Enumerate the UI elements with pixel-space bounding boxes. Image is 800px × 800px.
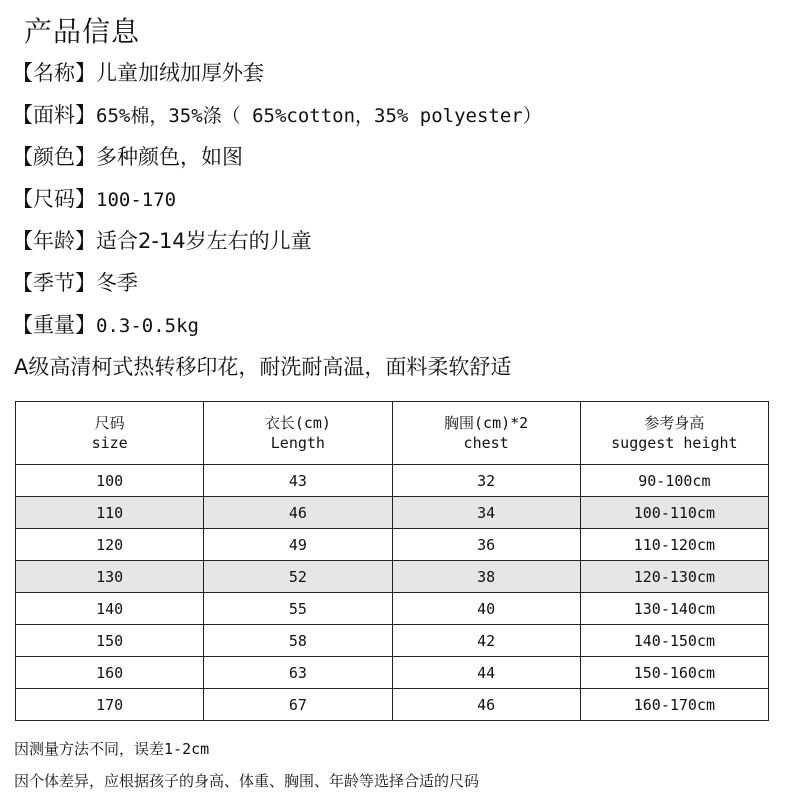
cell-length: 49 (204, 529, 392, 561)
info-row-weight (12, 308, 792, 350)
cell-length: 55 (204, 593, 392, 625)
cell-length: 52 (204, 561, 392, 593)
table-header-row (16, 402, 769, 465)
cell-length: 63 (204, 657, 392, 689)
product-info-list (12, 56, 792, 350)
info-value: 多种颜色，如图 (96, 145, 243, 169)
cell-length: 67 (204, 689, 392, 721)
info-row-name (12, 56, 792, 98)
cell-size: 130 (16, 561, 204, 593)
cell-height: 150-160cm (580, 657, 768, 689)
cell-size: 160 (16, 657, 204, 689)
info-row-color (12, 140, 792, 182)
col-header-length: 衣长(cm) Length (204, 402, 392, 465)
info-row-age (12, 224, 792, 266)
cell-size: 150 (16, 625, 204, 657)
info-value: 65%棉，35%涤（ 65%cotton，35% polyester） (96, 105, 542, 127)
info-label: 【名称】 (12, 61, 96, 85)
info-value: 冬季 (96, 271, 138, 295)
info-value: 儿童加绒加厚外套 (96, 61, 264, 85)
footnote-size-advice: 因个体差异，应根据孩子的身高、体重、胸围、年龄等选择合适的尺码 (14, 772, 480, 790)
col-header-size: 尺码 size (16, 402, 204, 465)
table-row (16, 625, 769, 657)
page-title: 产品信息 (24, 15, 141, 48)
cell-height: 100-110cm (580, 497, 768, 529)
table-row (16, 561, 769, 593)
cell-length: 43 (204, 465, 392, 497)
table-row (16, 689, 769, 721)
info-label: 【尺码】 (12, 187, 96, 211)
footnote-measurement: 因测量方法不同，误差1-2cm (14, 740, 210, 758)
info-label: 【重量】 (12, 313, 96, 337)
info-row-season (12, 266, 792, 308)
table-row (16, 497, 769, 529)
info-label: 【面料】 (12, 103, 96, 127)
info-value: 适合2-14岁左右的儿童 (96, 229, 312, 253)
cell-length: 58 (204, 625, 392, 657)
cell-chest: 36 (392, 529, 580, 561)
tagline: A级高清柯式热转移印花，耐洗耐高温，面料柔软舒适 (14, 355, 512, 379)
info-label: 【颜色】 (12, 145, 96, 169)
cell-height: 130-140cm (580, 593, 768, 625)
cell-chest: 46 (392, 689, 580, 721)
cell-height: 160-170cm (580, 689, 768, 721)
footnotes (14, 736, 479, 800)
info-label: 【年龄】 (12, 229, 96, 253)
info-value: 0.3-0.5kg (96, 315, 199, 337)
info-value: 100-170 (96, 189, 177, 211)
info-row-size (12, 182, 792, 224)
table-row (16, 657, 769, 689)
info-row-fabric (12, 98, 792, 140)
col-header-height: 参考身高 suggest height (580, 402, 768, 465)
cell-height: 120-130cm (580, 561, 768, 593)
cell-chest: 38 (392, 561, 580, 593)
table-row (16, 529, 769, 561)
cell-size: 140 (16, 593, 204, 625)
col-header-chest: 胸围(cm)*2 chest (392, 402, 580, 465)
cell-height: 110-120cm (580, 529, 768, 561)
cell-chest: 34 (392, 497, 580, 529)
cell-height: 90-100cm (580, 465, 768, 497)
cell-chest: 44 (392, 657, 580, 689)
size-chart-table (15, 401, 769, 721)
cell-size: 100 (16, 465, 204, 497)
table-row (16, 593, 769, 625)
cell-chest: 40 (392, 593, 580, 625)
cell-chest: 42 (392, 625, 580, 657)
cell-size: 120 (16, 529, 204, 561)
cell-size: 170 (16, 689, 204, 721)
cell-height: 140-150cm (580, 625, 768, 657)
cell-size: 110 (16, 497, 204, 529)
cell-length: 46 (204, 497, 392, 529)
cell-chest: 32 (392, 465, 580, 497)
info-label: 【季节】 (12, 271, 96, 295)
table-row (16, 465, 769, 497)
